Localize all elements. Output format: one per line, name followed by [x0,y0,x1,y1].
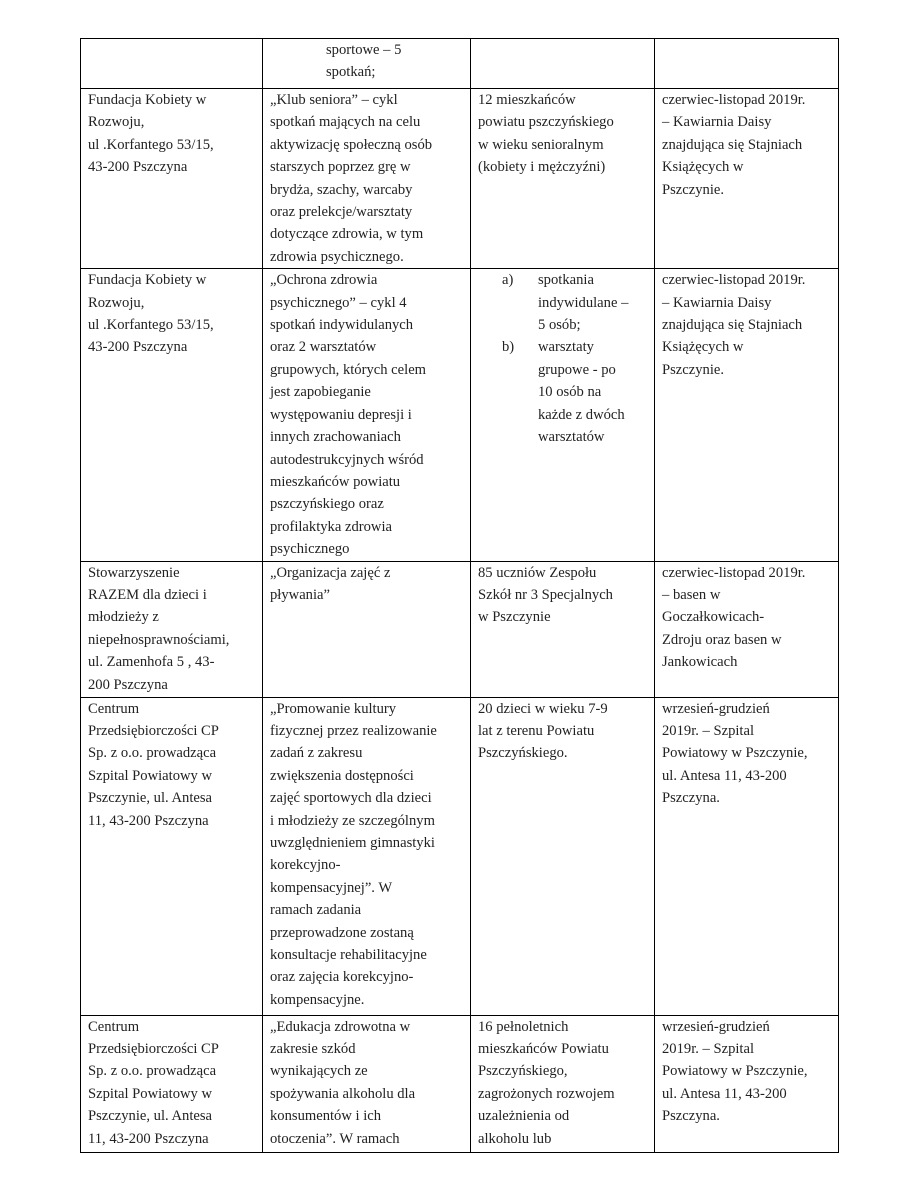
recipients-cell [471,89,655,269]
cell-line: spotkań; [326,64,376,81]
cell-line: zwiększenia dostępności [270,767,414,784]
cell-line: spotkań indywidulanych [270,317,414,334]
cell-line: ul. Antesa 11, 43-200 [662,767,787,784]
cell-line: Stowarzyszenie [88,564,180,581]
cell-line: Szkół nr 3 Specjalnych [478,586,613,603]
date-cell [655,39,839,89]
cell-line: 2019r. – Szpital [662,722,755,739]
list-marker: b) [502,339,515,356]
cell-line: ul .Korfantego 53/15, [88,317,214,334]
cell-line: Centrum [88,1018,140,1035]
cell-line: 2019r. – Szpital [662,1040,755,1057]
cell-line: przeprowadzone zostaną [270,924,414,941]
cell-line: powiatu pszczyńskiego [478,114,614,131]
cell-line: Książęcych w [662,339,744,356]
cell-line: „Edukacja zdrowotna w [270,1018,411,1035]
cell-line: 43-200 Pszczyna [88,159,188,176]
cell-line: alkoholu lub [478,1130,552,1147]
cell-line: Pszczynie, ul. Antesa [88,790,213,807]
cell-line: wynikających ze [270,1063,368,1080]
cell-line: 20 dzieci w wieku 7-9 [478,700,608,717]
cell-line: ramach zadania [270,902,362,919]
cell-line: mieszkańców Powiatu [478,1040,609,1057]
cell-line: Powiatowy w Pszczynie, [662,745,808,762]
cell-line: warsztaty [538,339,594,356]
cell-line: warsztatów [538,429,605,446]
cell-line: aktywizację społeczną osób [270,136,433,153]
cell-line: zdrowia psychicznego. [270,248,404,265]
cell-line: otoczenia”. W ramach [270,1130,400,1147]
cell-line: Pszczynie. [662,181,725,198]
cell-line: jest zapobieganie [270,384,371,401]
table-row [81,269,839,561]
cell-line: 85 uczniów Zespołu [478,564,597,581]
cell-line: Rozwoju, [88,294,145,311]
cell-line: występowaniu depresji i [270,406,412,423]
cell-line: oraz prelekcje/warsztaty [270,204,413,221]
cell-line: wrzesień-grudzień [662,1018,770,1035]
cell-line: profilaktyka zdrowia [270,518,392,535]
date-cell [655,697,839,1015]
cell-line: czerwiec-listopad 2019r. [662,564,806,581]
cell-line: pływania” [270,586,330,603]
org-cell [81,697,263,1015]
cell-line: Rozwoju, [88,114,145,131]
cell-line: Jankowicach [662,654,738,671]
cell-line: każde z dwóch [538,406,625,423]
cell-line: kompensacyjne. [270,991,365,1008]
cell-line: mieszkańców powiatu [270,473,401,490]
cell-line: oraz zajęcia korekcyjno- [270,969,414,986]
cell-line: ul. Zamenhofa 5 , 43- [88,654,215,671]
recipients-cell [471,697,655,1015]
cell-line: Goczałkowicach- [662,609,765,626]
cell-line: Pszczyńskiego, [478,1063,568,1080]
recipients-cell [471,269,655,561]
cell-line: niepełnosprawnościami, [88,631,230,648]
cell-line: (kobiety i mężczyźni) [478,159,606,176]
recipients-cell [471,39,655,89]
cell-line: RAZEM dla dzieci i [88,586,207,603]
cell-line: dotyczące zdrowia, w tym [270,226,424,243]
cell-line: – Kawiarnia Daisy [662,294,772,311]
recipients-cell [471,1015,655,1152]
cell-line: Zdroju oraz basen w [662,631,782,648]
cell-line: Fundacja Kobiety w [88,92,207,108]
cell-line: grupowe - po [538,361,616,378]
recipients-list [478,269,648,448]
cell-line: Przedsiębiorczości CP [88,1040,219,1057]
cell-line: grupowych, których celem [270,361,427,378]
cell-line: „Organizacja zajęć z [270,564,391,581]
list-marker: a) [502,272,514,289]
cell-line: 200 Pszczyna [88,676,168,693]
cell-line: czerwiec-listopad 2019r. [662,272,806,289]
cell-line: uzależnienia od [478,1108,570,1125]
table-row [81,89,839,269]
org-cell [81,269,263,561]
cell-line: spożywania alkoholu dla [270,1085,416,1102]
cell-line: 16 pełnoletnich [478,1018,569,1035]
table-row [81,561,839,697]
cell-line: czerwiec-listopad 2019r. [662,92,806,108]
cell-line: „Ochrona zdrowia [270,272,378,289]
cell-line: sportowe – 5 [326,42,402,58]
date-cell [655,269,839,561]
cell-line: fizycznej przez realizowanie [270,722,437,739]
cell-line: w Pszczynie [478,609,551,626]
cell-line: Sp. z o.o. prowadząca [88,745,217,762]
task-cell [263,39,471,89]
task-cell [263,1015,471,1152]
cell-line: innych zrachowaniach [270,429,401,446]
cell-line: 11, 43-200 Pszczyna [88,812,209,829]
cell-line: spotkania [538,272,594,289]
date-cell [655,1015,839,1152]
cell-line: starszych poprzez grę w [270,159,411,176]
cell-line: młodzieży z [88,609,159,626]
cell-line: Szpital Powiatowy w [88,1085,213,1102]
date-cell [655,89,839,269]
cell-line: 10 osób na [538,384,602,401]
org-cell [81,561,263,697]
cell-line: – Kawiarnia Daisy [662,114,772,131]
cell-line: – basen w [662,586,721,603]
cell-line: ul .Korfantego 53/15, [88,136,214,153]
cell-line: Przedsiębiorczości CP [88,722,219,739]
cell-line: Fundacja Kobiety w [88,272,207,289]
cell-line: spotkań mających na celu [270,114,421,131]
cell-line: Pszczyńskiego. [478,745,568,762]
cell-line: Szpital Powiatowy w [88,767,213,784]
task-cell [263,89,471,269]
cell-line: zadań z zakresu [270,745,363,762]
cell-line: Pszczynie, ul. Antesa [88,1108,213,1125]
cell-line: Książęcych w [662,159,744,176]
task-cell [263,561,471,697]
list-item [478,336,648,448]
cell-line: uwzględnieniem gimnastyki [270,834,435,851]
cell-line: indywidulane – [538,294,629,311]
date-cell [655,561,839,697]
cell-line: Pszczyna. [662,790,720,807]
cell-line: lat z terenu Powiatu [478,722,595,739]
table-row [81,39,839,89]
table-row [81,1015,839,1152]
cell-line: Pszczyna. [662,1108,720,1125]
cell-line: i młodzieży ze szczególnym [270,812,435,829]
cell-line: w wieku senioralnym [478,136,604,153]
cell-line: 5 osób; [538,317,581,334]
table-row [81,697,839,1015]
recipients-cell [471,561,655,697]
tasks-table [80,38,839,1153]
cell-line: autodestrukcyjnych wśród [270,451,424,468]
cell-line: zajęć sportowych dla dzieci [270,790,432,807]
cell-line: ul. Antesa 11, 43-200 [662,1085,787,1102]
cell-line: 12 mieszkańców [478,92,576,108]
cell-line: Pszczynie. [662,361,725,378]
cell-line: wrzesień-grudzień [662,700,770,717]
cell-line: 43-200 Pszczyna [88,339,188,356]
cell-line: kompensacyjnej”. W [270,879,393,896]
cell-line: znajdująca się Stajniach [662,136,803,153]
cell-line: oraz 2 warsztatów [270,339,377,356]
cell-line: „Klub seniora” – cykl [270,92,398,108]
list-item [478,269,648,336]
cell-line: zagrożonych rozwojem [478,1085,615,1102]
cell-line: 11, 43-200 Pszczyna [88,1130,209,1147]
cell-line: konsultacje rehabilitacyjne [270,947,427,963]
org-cell [81,1015,263,1152]
cell-line: brydża, szachy, warcaby [270,181,413,198]
cell-line: pszczyńskiego oraz [270,496,384,513]
cell-line: psychicznego” – cykl 4 [270,294,407,311]
org-cell [81,89,263,269]
cell-line: Powiatowy w Pszczynie, [662,1063,808,1080]
cell-line: znajdująca się Stajniach [662,317,803,334]
cell-line: korekcyjno- [270,857,341,874]
cell-line: Centrum [88,700,140,717]
cell-line: „Promowanie kultury [270,700,397,717]
org-cell [81,39,263,89]
cell-line: Sp. z o.o. prowadząca [88,1063,217,1080]
task-cell [263,269,471,561]
task-cell [263,697,471,1015]
cell-line: konsumentów i ich [270,1108,382,1125]
cell-line: psychicznego [270,541,350,558]
cell-line: zakresie szkód [270,1040,356,1057]
